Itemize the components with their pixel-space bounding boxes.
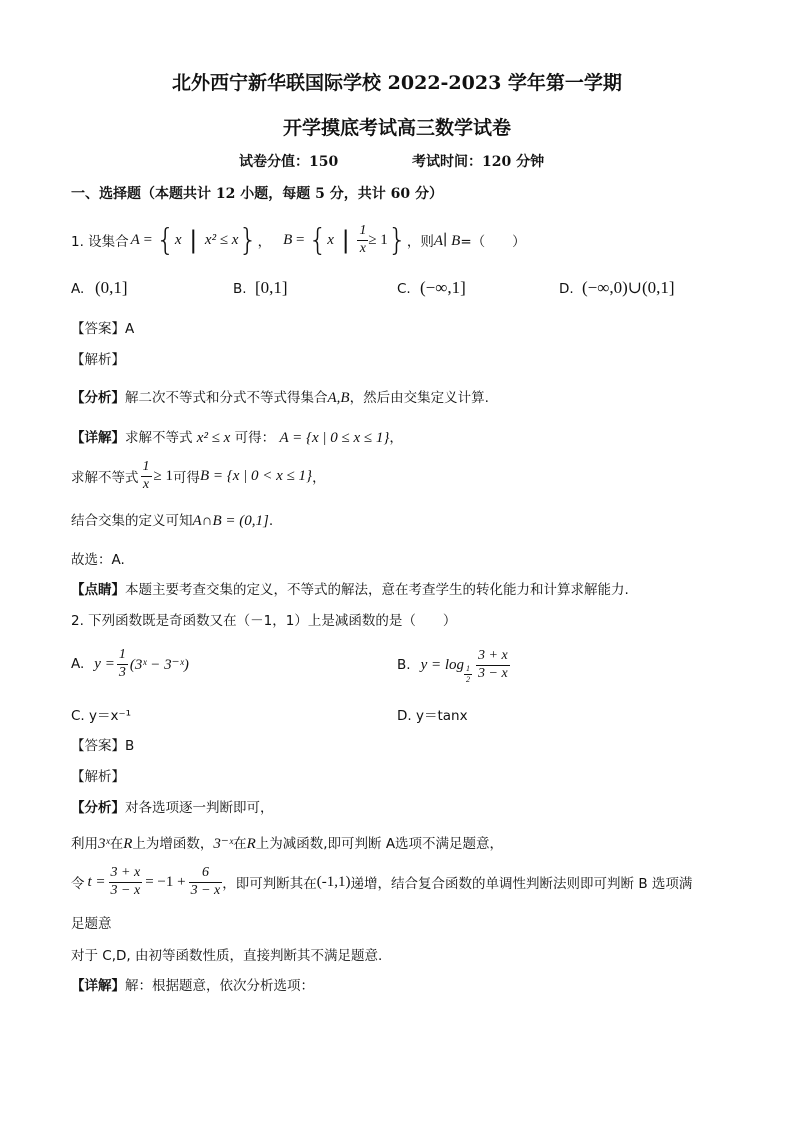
q1-expr: A∣ B xyxy=(433,232,461,249)
q1-fenxi-math: A,B xyxy=(327,390,350,406)
q2-opt-b-num: 3 + x xyxy=(476,648,510,665)
q2-detail-label: 【详解】 xyxy=(71,978,125,994)
q2-line1 xyxy=(71,832,503,853)
q1-detail-text2: 可得： xyxy=(234,430,276,446)
q2-line2 xyxy=(71,860,692,904)
q2-option-a xyxy=(71,644,189,684)
option-c-value: (−∞,1] xyxy=(420,278,466,297)
q1-choice: 故选：A. xyxy=(71,552,125,568)
q2-line2-num1: 3 + x xyxy=(109,865,143,882)
q2-analysis-label: 【解析】 xyxy=(71,769,125,785)
q1-fenxi-label: 【分析】 xyxy=(71,390,125,406)
q2-opt-b-base-num: 1 xyxy=(466,664,471,674)
q1-line3-end: . xyxy=(268,513,274,529)
q2-line1-i: 上为减函数,即可判断 A选项不满足题意， xyxy=(255,836,504,852)
option-d-value: (−∞,0)∪(0,1] xyxy=(582,278,675,297)
time-info: 考试时间：120 分钟 xyxy=(412,154,545,170)
set-b-tail: ≥ 1 xyxy=(368,231,388,248)
q1-fenxi-text2: ，然后由交集定义计算. xyxy=(349,390,489,406)
q1-tail: ，则 xyxy=(406,234,434,250)
q2-line2-num2: 6 xyxy=(189,865,223,882)
section-heading: 一、选择题（本题共计 12 小题，每题 5 分，共计 60 分） xyxy=(71,186,443,202)
q1-detail-math1: x² ≤ x xyxy=(196,430,231,446)
q1-detail-line1 xyxy=(71,426,403,447)
q2-opt-a-label: A. xyxy=(71,656,85,672)
score-info: 试卷分值：150 xyxy=(239,154,339,170)
q2-line2-a: 令 xyxy=(71,876,85,892)
q1-line3-text: 结合交集的定义可知 xyxy=(71,513,193,529)
q2-option-b xyxy=(397,640,510,690)
question-2-stem: 2. 下列函数既是奇函数又在（－1，1）上是减函数的是（ ） xyxy=(71,613,457,629)
q1-line2-text1: 求解不等式 xyxy=(71,470,139,486)
q1-line2-end: ， xyxy=(312,470,326,486)
question-1-stem: 1. 设集合 A = { x | x² ≤ x } ， B = { x | $\frac{1}{x}$ ≥ 1 } ，则 A∣ B =（ ） xyxy=(71,222,526,258)
q1-comma: ， xyxy=(257,234,272,250)
q2-line1-f: 3⁻ˣ xyxy=(213,836,234,852)
set-a-cond: x² ≤ x xyxy=(204,231,239,248)
q2-line1-d: R xyxy=(123,836,133,852)
q2-line2-den1: 3 − x xyxy=(110,882,141,898)
q2-opt-b-base-den: 2 xyxy=(466,674,471,684)
option-b-label: B. xyxy=(233,281,247,297)
q1-detail-math2: A = {x | 0 ≤ x ≤ 1} xyxy=(279,430,390,446)
q2-fenxi-label: 【分析】 xyxy=(71,800,125,816)
q1-dianjing-label: 【点睛】 xyxy=(71,582,125,598)
q2-detail-text: 解：根据题意，依次分析选项： xyxy=(125,978,314,994)
q2-fenxi-text: 对各选项逐一判断即可， xyxy=(125,800,274,816)
q1-eq: =（ ） xyxy=(460,234,526,250)
q2-answer: 【答案】B xyxy=(71,738,135,754)
set-b-name: B xyxy=(283,231,293,248)
set-b-num: 1 xyxy=(357,223,368,240)
option-b-value: [0,1] xyxy=(255,278,288,297)
q2-line2-t: t = xyxy=(87,873,106,890)
q1-answer: 【答案】A xyxy=(71,321,135,337)
q1-line2-math1: ≥ 1 xyxy=(153,467,173,484)
set-a-name: A xyxy=(130,231,140,248)
q2-line1-c: 在 xyxy=(109,836,124,852)
q2-line1-a: 利用 xyxy=(71,836,98,852)
q2-detail xyxy=(71,974,314,994)
option-d-label: D. xyxy=(559,281,574,297)
q1-detail-text1: 求解不等式 xyxy=(125,430,193,446)
q2-opt-a-den: 3 xyxy=(118,664,126,680)
set-a-var: x xyxy=(174,231,182,248)
q2-line2-den2: 3 − x xyxy=(190,882,221,898)
q1-fenxi xyxy=(71,386,489,407)
q2-line3: 足题意 xyxy=(71,916,112,932)
q2-opt-b-label: B. xyxy=(397,657,411,673)
q2-opt-b-y: y = log xyxy=(420,656,465,673)
q1-line3-math: A∩B = (0,1] xyxy=(192,513,269,529)
q2-line2-interval: (-1,1) xyxy=(316,873,351,890)
q2-line2-mid: = −1 + xyxy=(145,873,186,890)
q1-line2-text2: 可得 xyxy=(172,470,200,486)
q2-line2-b: ，即可判断其在 xyxy=(222,876,317,892)
q1-dianjing xyxy=(71,578,629,598)
q1-line2-num: 1 xyxy=(141,459,152,476)
exam-title: 开学摸底考试高三数学试卷 xyxy=(282,117,511,139)
q1-dianjing-text: 本题主要考查交集的定义，不等式的解法，意在考查学生的转化能力和计算求解能力. xyxy=(125,582,629,598)
q2-line1-b: 3ˣ xyxy=(98,836,110,852)
q1-detail-line2 xyxy=(71,456,326,496)
set-b-var: x xyxy=(327,231,334,248)
q1-line2-den: x xyxy=(142,476,150,492)
q2-line4: 对于 C,D, 由初等函数性质，直接判断其不满足题意. xyxy=(71,948,383,964)
q2-opt-a-y: y = xyxy=(94,655,115,672)
q2-opt-a-body: (3ˣ − 3⁻ˣ) xyxy=(129,656,189,673)
option-a-value: (0,1] xyxy=(95,278,128,297)
q2-line1-h: R xyxy=(246,836,256,852)
set-b-den: x xyxy=(359,240,366,256)
q2-opt-b-den: 3 − x xyxy=(478,665,508,681)
q2-line2-c: 递增，结合复合函数的单调性判断法则即可判断 B 选项满 xyxy=(350,876,693,892)
q1-line2-math2: B = {x | 0 < x ≤ 1} xyxy=(199,467,313,484)
q1-fenxi-text1: 解二次不等式和分式不等式得集合 xyxy=(125,390,328,406)
q1-prefix: 1. 设集合 xyxy=(71,234,129,250)
q2-option-c: C. y＝x⁻¹ xyxy=(71,708,132,724)
document-title: 北外西宁新华联国际学校 2022-2023 学年第一学期 xyxy=(172,72,622,94)
q2-line1-e: 上为增函数， xyxy=(132,836,214,852)
q1-analysis-label: 【解析】 xyxy=(71,352,125,368)
q1-detail-label: 【详解】 xyxy=(71,430,125,446)
option-a-label: A. xyxy=(71,281,85,297)
q2-fenxi xyxy=(71,796,274,816)
q2-opt-a-num: 1 xyxy=(117,647,128,664)
q1-detail-end: ， xyxy=(389,430,403,446)
option-c-label: C. xyxy=(397,281,411,297)
q1-detail-line3 xyxy=(71,509,273,530)
q2-line1-g: 在 xyxy=(233,836,247,852)
q2-option-d: D. y＝tanx xyxy=(397,708,468,724)
